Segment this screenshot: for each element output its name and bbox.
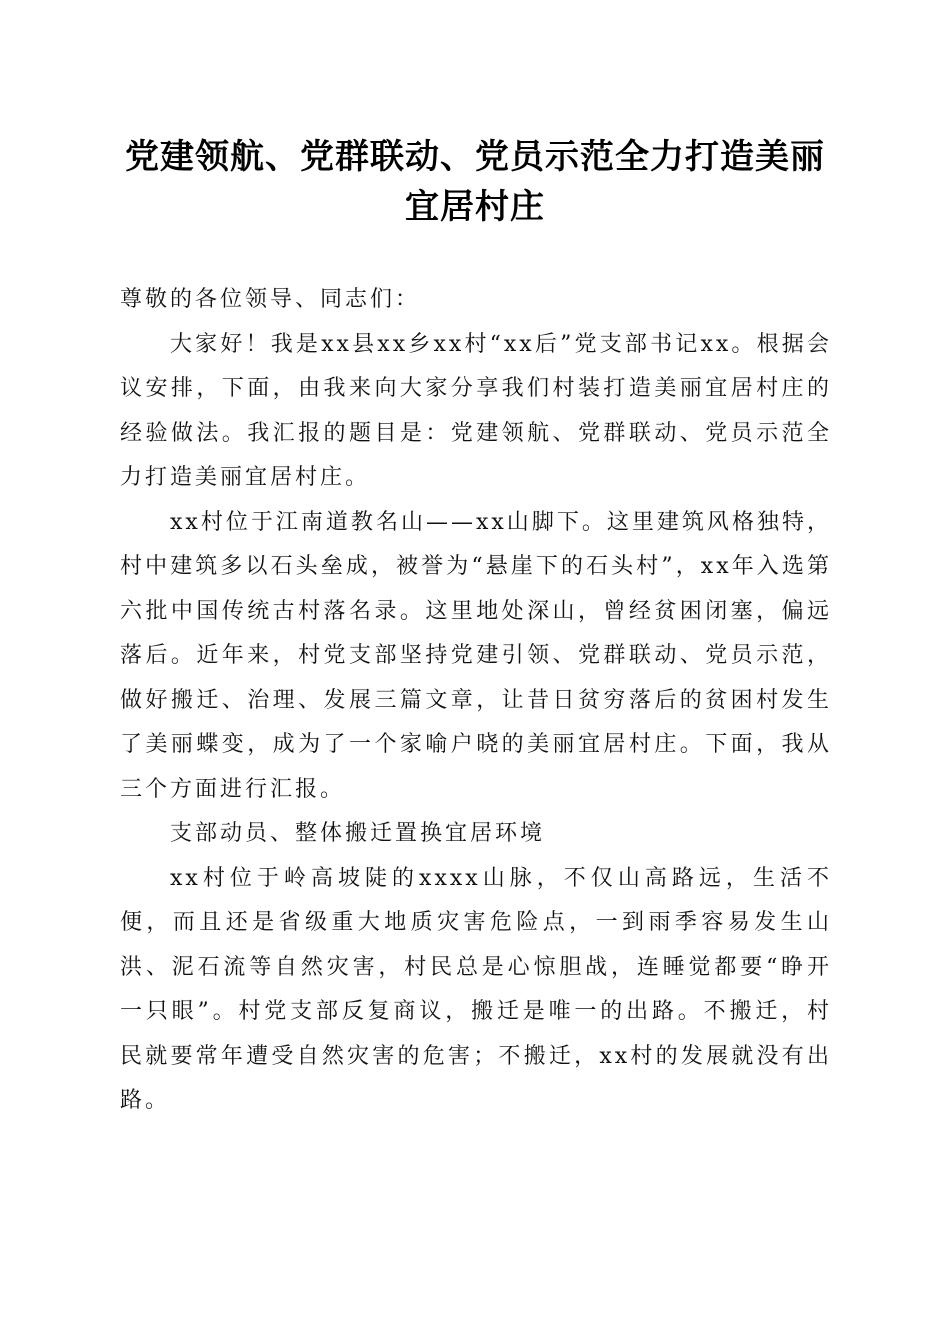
- paragraph-intro: 大家好！我是xx县xx乡xx村“xx后”党支部书记xx。根据会议安排，下面，由我来向大家分享我们村装打造美丽宜居村庄的经验做法。我汇报的题目是：党建领航、党群联动、党员示范全力打造美丽宜居村庄。: [120, 331, 832, 490]
- title-line-2: 宜居村庄: [405, 187, 545, 227]
- salutation: 尊敬的各位领导、同志们：: [120, 287, 421, 312]
- document-body: [120, 278, 832, 1124]
- section-heading: 支部动员、整体搬迁置换宜居环境: [170, 821, 546, 846]
- title-line-1: 党建领航、党群联动、党员示范全力打造美丽: [125, 137, 825, 177]
- paragraph-village-overview: xx村位于江南道教名山——xx山脚下。这里建筑风格独特，村中建筑多以石头垒成，被誉为“悬崖下的石头村”，xx年入选第六批中国传统古村落名录。这里地处深山，曾经贫困闭塞，偏远落后。近年来，村党支部坚持党建引领、党群联动、党员示范，做好搬迁、治理、发展三篇文章，让昔日贫穷落后的贫困村发生了美丽蝶变，成为了一个家喻户晓的美丽宜居村庄。下面，我从三个方面进行汇报。: [120, 509, 832, 802]
- document-title: [110, 132, 840, 232]
- paragraph-relocation: xx村位于岭高坡陡的xxxx山脉，不仅山高路远，生活不便，而且还是省级重大地质灾害危险点，一到雨季容易发生山洪、泥石流等自然灾害，村民总是心惊胆战，连睡觉都要“睁开一只眼”。村党支部反复商议，搬迁是唯一的出路。不搬迁，村民就要常年遭受自然灾害的危害；不搬迁，xx村的发展就没有出路。: [120, 865, 832, 1113]
